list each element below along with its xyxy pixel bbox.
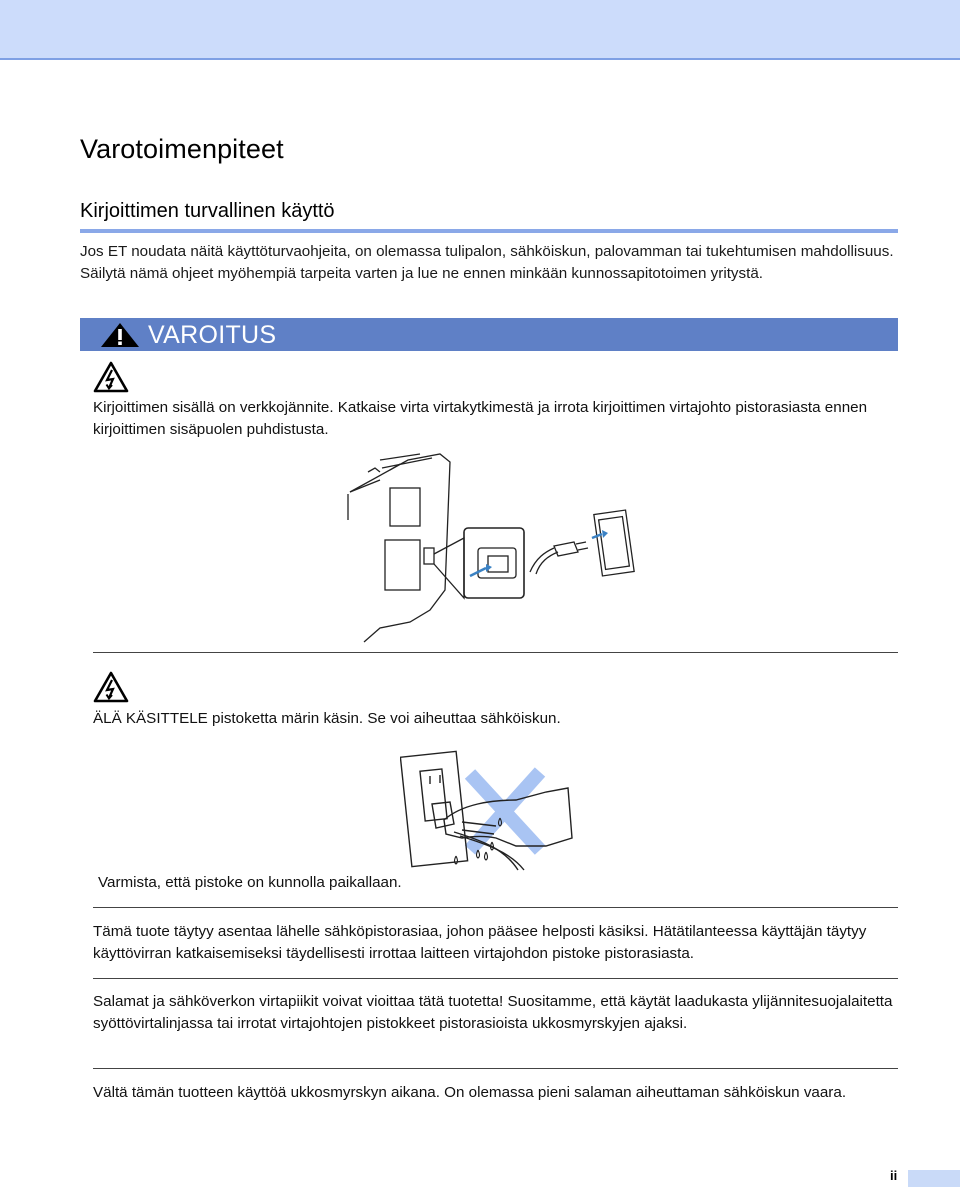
section-divider	[93, 652, 898, 653]
section-divider	[93, 907, 898, 908]
section-title: Kirjoittimen turvallinen käyttö	[80, 200, 335, 222]
section-divider	[93, 1068, 898, 1069]
page-title: Varotoimenpiteet	[80, 134, 284, 164]
warning-triangle-icon	[100, 322, 140, 348]
warning-paragraph-4: Tämä tuote täytyy asentaa lähelle sähköpistorasiaa, johon pääsee helposti käsiksi. Hätätilanteessa käyttäjän täytyy käyttövirran katkaisemiseksi täydellisesti irrottaa laitteen virtajohdon pistoke pistorasiasta.	[93, 923, 867, 962]
warning-label: VAROITUS	[148, 321, 277, 349]
page-number: ii	[890, 1168, 898, 1183]
warning-paragraph-1: Kirjoittimen sisällä on verkkojännite. Katkaise virta virtakytkimestä ja irrota kirjoittimen virtajohto pistorasiasta ennen kirjoittimen sisäpuolen puhdistusta.	[93, 399, 868, 438]
electric-shock-icon	[93, 361, 129, 393]
page-number-tab	[908, 1170, 960, 1187]
printer-unplug-illustration	[340, 450, 640, 645]
warning-paragraph-2: ÄLÄ KÄSITTELE pistoketta märin käsin. Se voi aiheuttaa sähköiskun.	[93, 710, 561, 727]
section-title-rule	[80, 229, 898, 233]
warning-banner	[80, 318, 898, 351]
section-divider	[93, 978, 898, 979]
warning-paragraph-6: Vältä tämän tuotteen käyttöä ukkosmyrskyn aikana. On olemassa pieni salaman aiheuttaman sähköiskun vaara.	[93, 1084, 847, 1101]
electric-shock-icon	[93, 671, 129, 703]
intro-paragraph: Jos ET noudata näitä käyttöturvaohjeita, on olemassa tulipalon, sähköiskun, palovamman tai tukehtumisen mahdollisuus. Säilytä nämä ohjeet myöhempiä tarpeita varten ja lue ne ennen minkään kunnossapitotoimen yritystä.	[80, 243, 894, 282]
warning-paragraph-5: Salamat ja sähköverkon virtapiikit voivat vioittaa tätä tuotetta! Suositamme, että käytät laadukasta ylijännitesuojalaitetta syöttövirtalinjassa tai irrotat virtajohtojen pistokkeet pistorasioista ukkosmyrskyjen ajaksi.	[93, 993, 893, 1032]
warning-paragraph-3: Varmista, että pistoke on kunnolla paikallaan.	[98, 874, 402, 891]
wet-hand-plug-illustration	[400, 742, 580, 872]
page-header-band	[0, 0, 960, 60]
